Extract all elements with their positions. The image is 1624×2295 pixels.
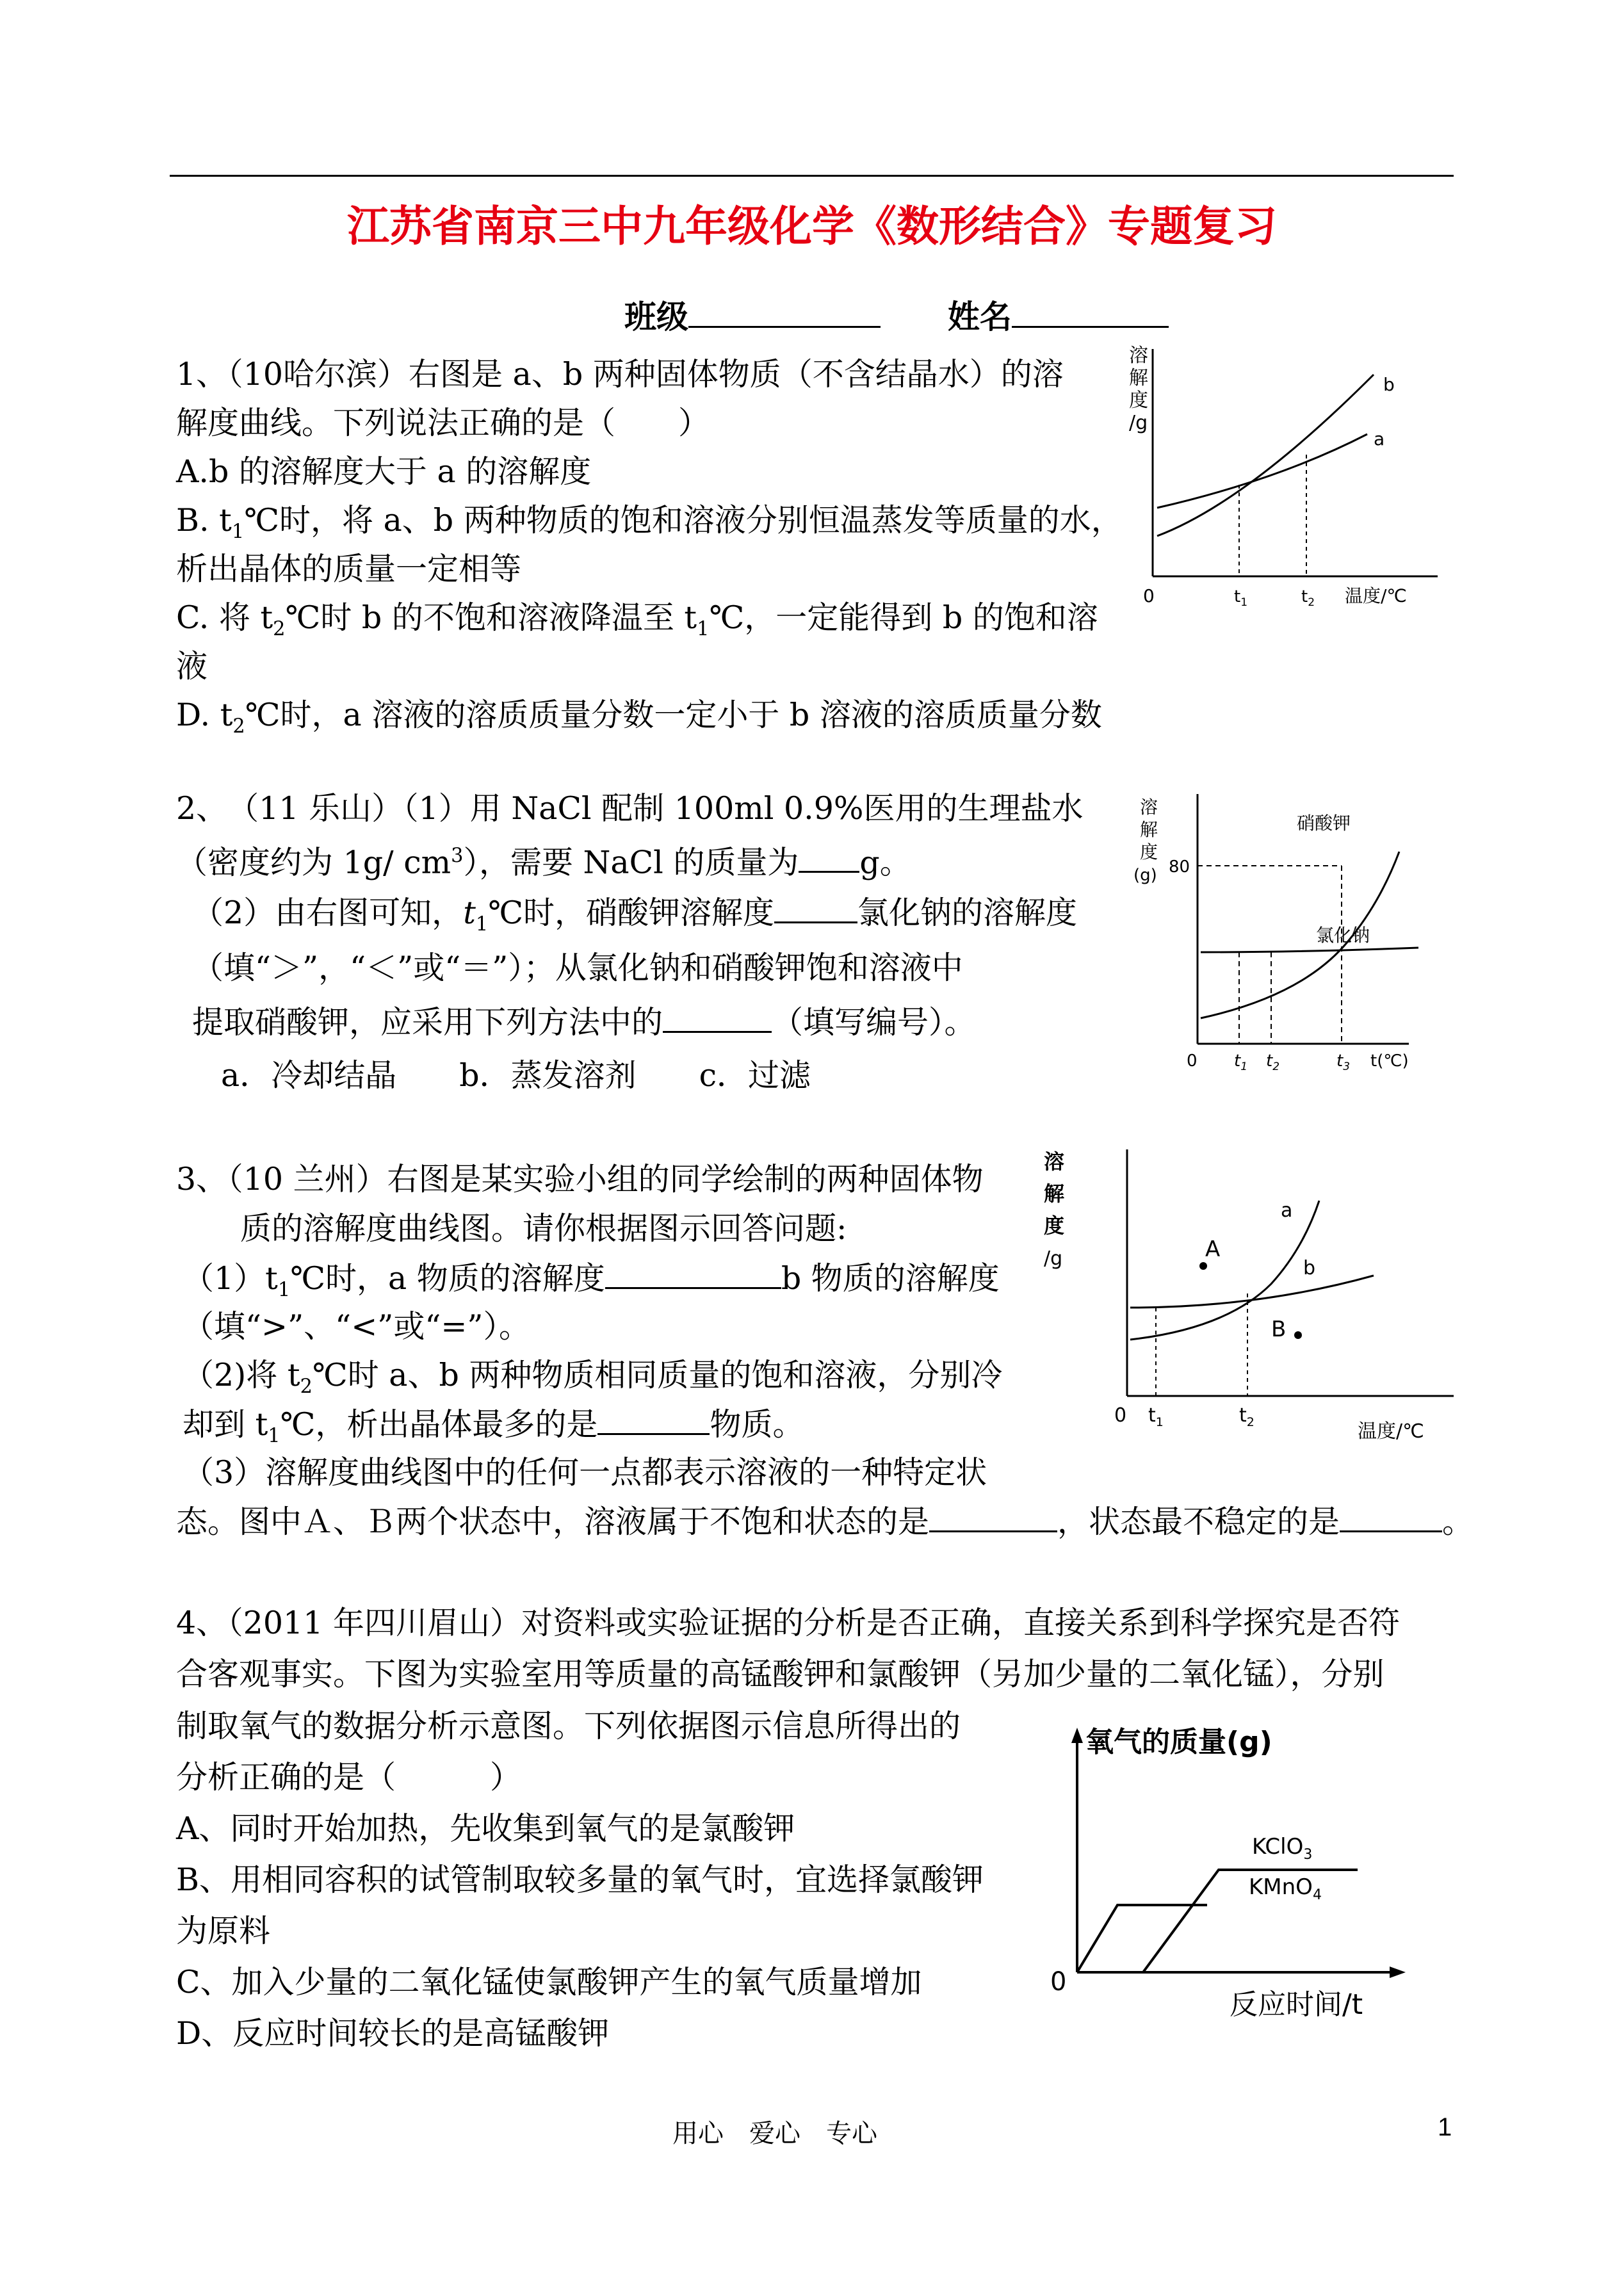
footer-motto: 用心 爱心 专心 [672,2119,877,2148]
q3-compare-blank[interactable] [605,1259,781,1289]
q2-y-label-2: 解 [1140,819,1158,840]
q2-y-label-1: 溶 [1140,797,1158,818]
q2-origin: 0 [1187,1051,1198,1071]
q4-option-b: B、用相同容积的试管制取较多量的氧气时，宜选择氯酸钾 [176,1861,984,1898]
name-label: 姓名 [947,298,1012,336]
q1-option-b: B. $t_1℃$时，将 a、b 两种物质的饱和溶液分别恒温蒸发等质量的水， [176,502,1123,543]
q4-x-label: 反应时间/t [1230,1988,1363,2021]
q3-point-A [1199,1262,1207,1270]
q1-curve-b [1157,375,1374,536]
page-number: 1 [1438,2113,1452,2141]
q1-t1-label: $t_1$ [1234,587,1248,609]
q3-y-label-3: 度 [1044,1213,1065,1238]
q1-option-d: D. $t_2℃$时，a 溶液的溶质质量分数一定小于 b 溶液的溶质质量分数 [176,697,1102,738]
q2-compare-blank[interactable] [774,893,857,923]
q4-line3: 制取氧气的数据分析示意图。下列依据图示信息所得出的 [176,1708,961,1744]
class-blank[interactable] [688,298,881,328]
q2-options: a．冷却结晶 b．蒸发溶剂 c．过滤 [221,1057,811,1094]
q3-line7: （3）溶解度曲线图中的任何一点都表示溶液的一种特定状 [183,1454,987,1491]
q2-label-nacl: 氯化钠 [1316,925,1370,946]
q3-line8: 态。图中Ａ、Ｂ两个状态中，溶液属于不饱和状态的是 ，状态最不稳定的是 。 [176,1504,1474,1540]
q3-solubility-chart [1034,1140,1470,1454]
q2-line1: 2、 （11 乐山）（1）用 NaCl 配制 100ml 0.9%医用的生理盐水 [176,790,1084,827]
q1-stem-line1: 1、（10哈尔滨）右图是 a、b 两种固体物质（不含结晶水）的溶 [176,356,1064,393]
q3-label-A: A [1205,1237,1221,1262]
q2-line2: （密度约为 1g/ $cm^3$），需要 NaCl 的质量为 g。 [176,844,911,881]
q2-t2-label: $t_2$ [1266,1051,1280,1073]
q1-option-b-line2: 析出晶体的质量一定相等 [176,551,522,587]
q1-y-label-3: 度 [1129,389,1148,412]
q4-line4: 分析正确的是（ ） [176,1759,522,1796]
q3-line6: 却到 $t_1℃$，析出晶体最多的是 物质。 [183,1406,804,1447]
q1-y-label-1: 溶 [1129,345,1148,367]
q3-curve-b [1130,1276,1374,1308]
q4-label-kmno4: KMnO$_4$ [1249,1874,1322,1903]
q2-mass-blank[interactable] [799,843,859,873]
q3-unstable-blank[interactable] [1340,1502,1442,1532]
q3-y-label-1: 溶 [1044,1149,1065,1174]
q3-line5: （2)将 $t_2℃$时 a、b 两种物质相同质量的饱和溶液，分别冷 [183,1357,1003,1398]
q4-line1: 4、（2011 年四川眉山）对资料或实验证据的分析是否正确，直接关系到科学探究是否符 [176,1605,1400,1641]
q3-point-B [1294,1331,1302,1339]
q2-line3: （2）由右图可知，$t_1℃$时，硝酸钾溶解度 氯化钠的溶解度 [192,895,1078,936]
class-label: 班级 [624,298,688,336]
q1-y-label-4: /g [1129,412,1148,434]
q4-y-label: 氧气的质量(g) [1085,1726,1272,1758]
page-title: 江苏省南京三中九年级化学《数形结合》专题复习 [347,202,1277,251]
q4-label-kclo3: KClO$_3$ [1252,1834,1313,1863]
q4-option-c: C、加入少量的二氧化锰使氯酸钾产生的氧气质量增加 [176,1964,922,2000]
q4-option-a: A、同时开始加热，先收集到氧气的是氯酸钾 [176,1810,795,1847]
q2-line4: （填“＞”，“＜”或“＝”）；从氯化钠和硝酸钾饱和溶液中 [192,950,963,986]
q4-line-kmno4 [1077,1905,1207,1972]
q3-label-B: B [1271,1317,1287,1342]
q3-origin: 0 [1114,1404,1127,1427]
q4-option-d: D、反应时间较长的是高锰酸钾 [176,2015,610,2052]
q2-y-label-3: 度 [1140,841,1158,863]
q3-line2: 质的溶解度曲线图。请你根据图示回答问题: [240,1210,847,1247]
q2-t1-label: $t_1$ [1234,1051,1248,1073]
q2-label-kno3: 硝酸钾 [1297,813,1351,834]
q3-line3: $(1)t_1℃$时，a 物质的溶解度 b 物质的溶解度 [183,1260,1000,1301]
q4-oxygen-chart [1037,1723,1454,2023]
q2-curve-nacl [1201,948,1418,952]
header-rule [170,175,1454,177]
q1-y-label-2: 解 [1129,367,1148,389]
q3-t2-label: $t_2$ [1239,1404,1255,1429]
q4-line2: 合客观事实。下图为实验室用等质量的高锰酸钾和氯酸钾（另加少量的二氧化锰），分别 [176,1656,1384,1692]
q1-origin: 0 [1143,585,1155,606]
q4-option-b-line2: 为原料 [176,1913,271,1949]
q2-x-label: t(℃) [1370,1051,1409,1071]
q4-y-arrow [1071,1728,1083,1743]
q1-label-a: a [1374,428,1385,450]
name-blank[interactable] [1012,298,1169,328]
q2-y-label-4: (g) [1133,866,1157,885]
q1-option-a: A.b 的溶解度大于 a 的溶解度 [176,453,592,490]
q3-y-label-2: 解 [1044,1181,1065,1206]
q3-label-a: a [1281,1199,1293,1222]
q1-label-b: b [1383,374,1395,395]
q1-t2-label: $t_2$ [1301,587,1315,609]
q3-unsaturated-blank[interactable] [929,1502,1057,1532]
q2-t3-label: $t_3$ [1336,1051,1351,1073]
q4-origin: 0 [1050,1967,1067,1997]
q1-option-c: C. 将 $t_2℃$时 b 的不饱和溶液降温至 $t_1℃$，一定能得到 b 的饱和溶 [176,599,1098,640]
q1-x-label: 温度/℃ [1345,585,1407,606]
q1-solubility-chart [1117,343,1450,624]
q1-stem-line2: 解度曲线。下列说法正确的是（ ） [176,405,710,441]
q4-x-arrow [1390,1967,1406,1978]
q2-method-blank[interactable] [663,1003,772,1033]
q3-t1-label: $t_1$ [1148,1404,1164,1429]
q3-line1: 3、（10 兰州）右图是某实验小组的同学绘制的两种固体物 [176,1161,984,1197]
q2-y-tick-80: 80 [1169,857,1190,877]
q1-curve-a [1157,434,1367,508]
q1-option-c-line2: 液 [176,648,208,685]
q3-label-b: b [1303,1257,1316,1279]
q3-line4: （填“>”、“<”或“=”）。 [183,1308,530,1345]
class-name-line [624,291,1169,337]
q2-line5: 提取硝酸钾，应采用下列方法中的 （填写编号）。 [192,1004,976,1041]
q3-y-label-4: /g [1044,1247,1063,1270]
q3-crystal-blank[interactable] [597,1405,710,1435]
q2-solubility-chart [1124,784,1457,1085]
q3-x-label: 温度/℃ [1358,1420,1424,1443]
